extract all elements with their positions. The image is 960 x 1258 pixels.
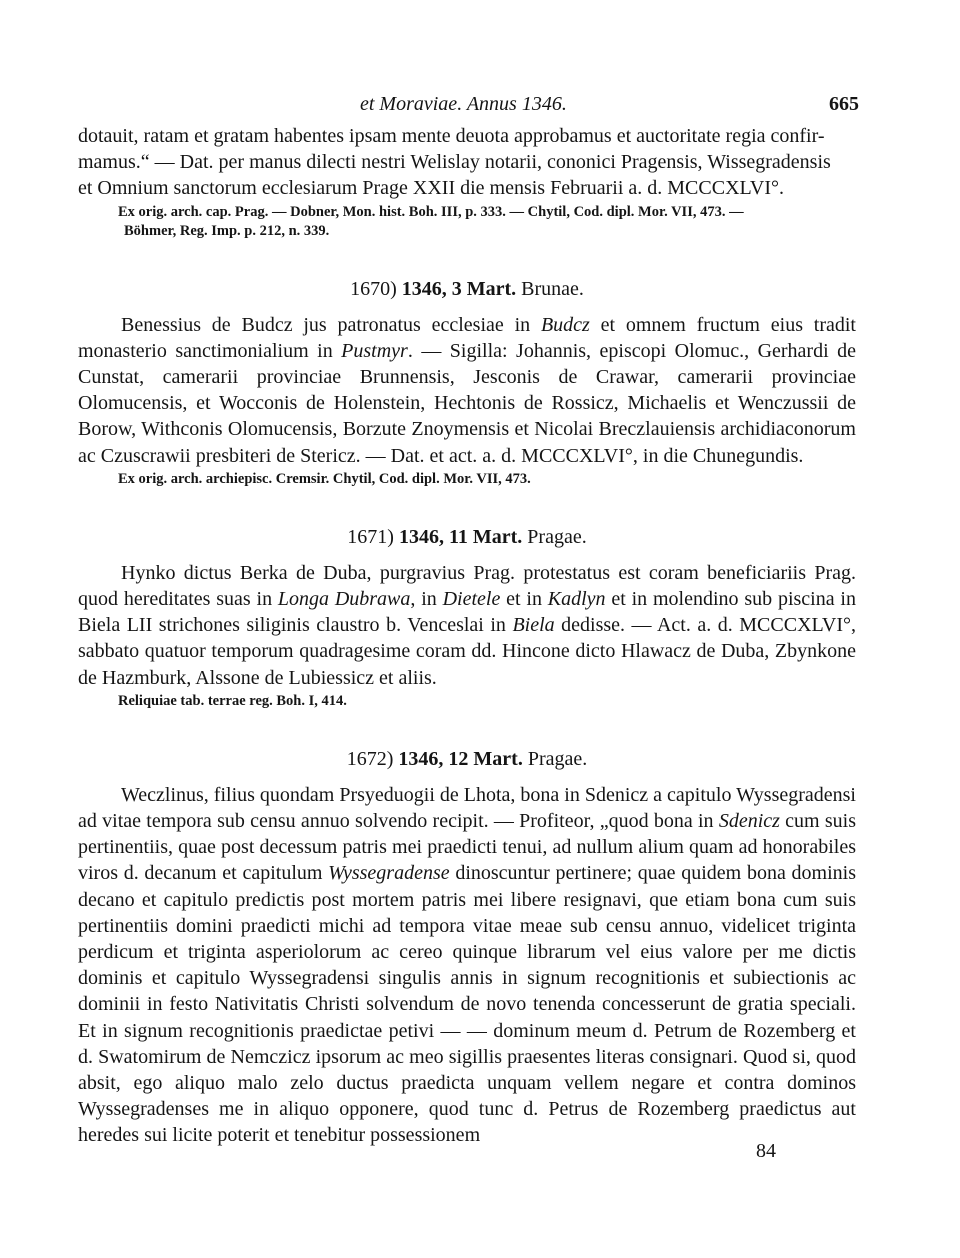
source-note: Ex orig. arch. archiepisc. Cremsir. Chytil, Cod. dipl. Mor. VII, 473.	[118, 470, 531, 487]
document-number: 1670)	[350, 277, 397, 300]
page-header	[78, 93, 859, 123]
document-heading	[78, 278, 856, 301]
document-number: 1672)	[346, 747, 394, 770]
document-1670	[78, 278, 856, 489]
document-heading	[78, 526, 856, 549]
document-month: Mart.	[473, 747, 523, 770]
document-place: Pragae.	[527, 747, 588, 770]
document-page	[78, 93, 859, 1149]
document-month: Mart.	[472, 525, 523, 548]
running-title: et Moraviae. Annus 1346.	[360, 93, 567, 115]
document-text: Hynko dictus Berka de Duba, purgravius Prag. protestatus est coram beneficiariis Prag. quod hereditates suas in Longa Dubrawa, in Dietele et in Kadlyn et in molendino sub piscina in Biela LII strichones siliginis claustro b. Venceslai in Biela dedisse. — Act. a. d. MCCCXLVI°, sabbato quatuor temporum quadragesime coram dd. Hincone dicto Hlawacz de Duba, Zbynkone de Hazmburk, Alssone de Lubiessicz et aliis.	[78, 561, 856, 689]
document-number: 1671)	[347, 525, 394, 548]
document-date: 1346, 12	[398, 747, 469, 770]
source-note: Ex orig. arch. cap. Prag. — Dobner, Mon. hist. Boh. III, p. 333. — Chytil, Cod. dipl. Mor. VII, 473. — Böhmer, Reg. Imp. p. 212, n. 339.	[118, 203, 744, 239]
intro-line: dotauit, ratam et gratam habentes ipsam mente deuota approbamus et auctoritate regia confir-	[78, 125, 825, 147]
document-1671	[78, 526, 856, 711]
document-date: 1346, 3	[401, 277, 462, 300]
source-note: Reliquiae tab. terrae reg. Boh. I, 414.	[118, 692, 347, 709]
document-date: 1346, 11	[398, 525, 468, 548]
intro-line: mamus.“ — Dat. per manus dilecti nestri Welislay notarii, cononici Pragensis, Wissegradensis	[78, 151, 831, 174]
document-place: Pragae.	[527, 525, 587, 548]
document-place: Brunae.	[521, 277, 584, 300]
signature-mark: 84	[756, 1140, 776, 1162]
document-text: Weczlinus, filius quondam Prsyeduogii de Lhota, bona in Sdenicz a capitulo Wyssegradensi ad vitae tempora sub censu annuo solvendo recipit. — Profiteor, „quod bona in Sdenicz cum suis pertinentiis, quae post decessum patris mei praedicti tenui, ad nullum alium quam ad honorabiles viros d. decanum et capitulum Wyssegradense dinoscuntur pertinere; quae quidem bona dominis decano et capitulo predictis post mortem patris mei libere resignavi, que etiam bona cum suis pertinentiis domini praedicti michi ad tempora vitae meae sub censu annuo, videlicet triginta perdicum et triginta asperiolorum ac cereo quinque librarum vel eius valore per me dictis dominis et capitulo Wyssegradensi singulis annis in signum recognitionis et subiectionis ac dominii in festo Nativitatis Christi solvendum de novo tenenda concesserunt de gratia speciali. Et in signum recognitionis praedictae petivi — — dominum meum d. Petrum de Rozemberg et d. Swatomirum de Nemczicz ipsorum ac meo sigillis praesentes literas consignari. Quod si, quod absit, ego aliquo malo zelo ductus praedicta unquam vellem negare et contra dominos Wyssegradenses me in aliquo opponere, quod tunc d. Petrus de Rozemberg praedictus aut heredes sui licite poterit et tenebitur possessionem	[78, 783, 856, 1147]
document-1672	[78, 748, 856, 1149]
document-text: Benessius de Budcz jus patronatus ecclesiae in Budcz et omnem fructum eius tradit monasterio sanctimonialium in Pustmyr. — Sigilla: Johannis, episcopi Olomuc., Gerhardi de Cunstat, camerarii provinciae Brunnensis, Jesconis de Crawar, camerarii provinciae Olomucensis, et Wocconis de Holenstein, Hechtonis de Rossicz, Michaelis et Wenczussii de Borow, Withconis Olomucensis, Borzute Znoymensis et Nicolai Breczlauiensis archidiaconorum ac Czuscrawii presbiteri de Stericz. — Dat. et act. a. d. MCCCXLVI°, in die Chunegundis.	[78, 313, 856, 467]
page-number: 665	[829, 93, 859, 115]
intro-continuation	[78, 123, 856, 241]
intro-line: et Omnium sanctorum ecclesiarum Prage XXII die mensis Februarii a. d. MCCCXLVI°.	[78, 177, 785, 200]
document-heading	[78, 748, 856, 771]
document-month: Mart.	[466, 277, 517, 300]
